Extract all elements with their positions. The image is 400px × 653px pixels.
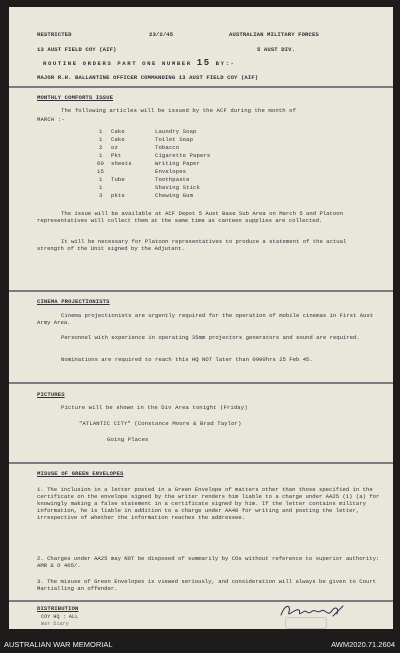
list-item-unit: oz: [111, 144, 118, 151]
organisation: AUSTRALIAN MILITARY FORCES: [229, 31, 319, 38]
divider: [9, 382, 393, 384]
footer-left: AUSTRALIAN WAR MEMORIAL: [4, 640, 113, 649]
list-item-unit: Tube: [111, 176, 125, 183]
cinema-paragraph: Personnel with experience in operating 35mm projectors generators and sound are required.: [61, 334, 360, 341]
film-title: "ATLANTIC CITY" (Constance Moore & Brad Taylor): [79, 420, 242, 427]
envelopes-paragraph: 1. The inclusion in a letter posted in a Green Envelope of matters other than those specified in the certificate on the envelope signed by the writer renders him liable to a charge under AA25 (1) (a) for knowingly making a false statement in a certificate signed by him. If the letter contains military information, he is liable in addition to a charge under AA40 for writing and posting the letter, irrespective of whether the information reaches the addressee.: [37, 486, 380, 521]
list-item-qty: 1: [99, 176, 103, 183]
list-item-article: Shaving Stick: [155, 184, 200, 191]
footer-right: AWM2020.71.2604: [331, 640, 395, 649]
list-item-qty: 1: [99, 128, 103, 135]
section-heading-distribution: DISTRIBUTION: [37, 605, 79, 612]
list-item-unit: Pkt: [111, 152, 122, 159]
order-by: BY:-: [215, 60, 236, 67]
commanding-officer: MAJOR R.H. BALLANTINE OFFICER COMMANDING 13 AUST FIELD COY (AIF): [37, 74, 259, 81]
distribution-line: War Diary: [41, 621, 69, 627]
section-heading-cinema: CINEMA PROJECTIONISTS: [37, 298, 110, 305]
faded-stamp: [285, 617, 327, 629]
list-item-unit: sheets: [111, 160, 132, 167]
section-heading-envelopes: MISUSE OF GREEN ENVELOPES: [37, 470, 124, 477]
pictures-text: Going Places: [107, 436, 149, 443]
comforts-month: MARCH :-: [37, 116, 65, 123]
list-item-qty: 1: [99, 136, 103, 143]
order-date: 23/2/45: [149, 31, 174, 38]
comforts-paragraph: The issue will be available at ACF Depot 5 Aust Base Sub Area on March 5 and Platoon representatives will collect them at the same time as canteen supplies are collected.: [37, 210, 343, 224]
list-item-qty: 1: [99, 152, 103, 159]
list-item-article: Cigarette Papers: [155, 152, 211, 159]
section-heading-comforts: MONTHLY COMFORTS ISSUE: [37, 94, 114, 101]
list-item-qty: 2: [99, 144, 103, 151]
list-item-unit: Cake: [111, 136, 125, 143]
list-item-article: Laundry Soap: [155, 128, 197, 135]
list-item-qty: 3: [99, 192, 103, 199]
distribution-line: COY HQ : ALL: [41, 614, 79, 620]
divider: [9, 290, 393, 292]
unit-name: 13 AUST FIELD COY (AIF): [37, 46, 117, 53]
comforts-paragraph: It will be necessary for Platoon representatives to produce a statement of the actual strength of the Unit signed by the Adjutant.: [37, 238, 347, 252]
list-item-unit: pkts: [111, 192, 125, 199]
order-title: [43, 60, 236, 67]
list-item-qty: 1: [99, 184, 103, 191]
pictures-text: Picture will be shown in the Div Area tonight (Friday): [61, 404, 248, 411]
list-item-qty: 15: [97, 168, 104, 175]
divider: [9, 86, 393, 88]
list-item-qty: 60: [97, 160, 104, 167]
classification: RESTRICTED: [37, 31, 72, 38]
order-title-text: ROUTINE ORDERS PART ONE NUMBER: [43, 60, 192, 67]
cinema-paragraph: Nominations are required to reach this HQ NOT later than 0900hrs 25 Feb 45.: [61, 356, 313, 363]
list-item-article: Toothpaste: [155, 176, 190, 183]
list-item-article: Writing Paper: [155, 160, 200, 167]
division: 5 AUST DIV.: [257, 46, 296, 53]
order-number: 15: [196, 58, 211, 68]
cinema-paragraph: Cinema projectionists are urgently required for the operation of mobile cinemas in First Aust Army Area.: [37, 312, 374, 326]
document-sheet: [9, 7, 393, 629]
list-item-article: Tobacco: [155, 144, 180, 151]
section-heading-pictures: PICTURES: [37, 391, 65, 398]
envelopes-paragraph: 3. The misuse of Green Envelopes is viewed seriously, and consideration will always be given to Court Martialling an offender.: [37, 578, 377, 592]
divider: [9, 462, 393, 464]
comforts-intro: The following articles will be issued by the ACF during the month of: [61, 107, 297, 114]
list-item-article: Toilet Soap: [155, 136, 194, 143]
envelopes-paragraph: 2. Charges under AA25 may NOT be disposed of summarily by COs without reference to superior authority: AMR & O 405/.: [37, 555, 380, 569]
list-item-article: Chewing Gum: [155, 192, 194, 199]
list-item-unit: Cake: [111, 128, 125, 135]
list-item-article: Envelopes: [155, 168, 187, 175]
